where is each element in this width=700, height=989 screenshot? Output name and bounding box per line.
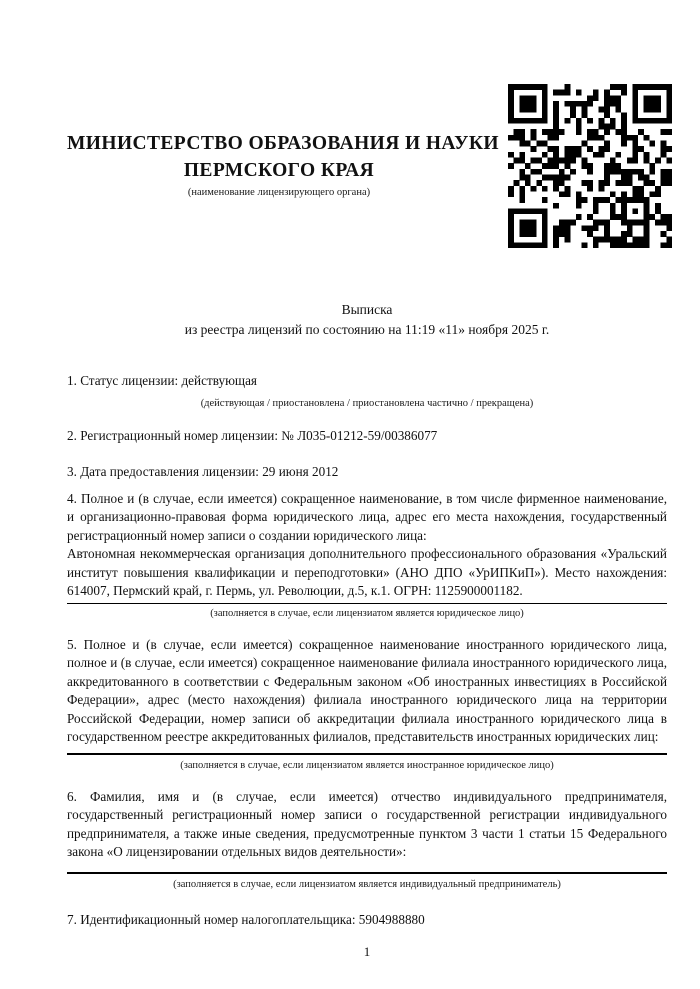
document-body [67,300,667,960]
item-5-fill-line [67,753,667,755]
ministry-name-line1: МИНИСТЕРСТВО ОБРАЗОВАНИЯ И НАУКИ [67,133,499,154]
licensing-authority-caption: (наименование лицензирующего органа) [187,187,371,198]
item-4-caption: (заполняется в случае, если лицензиатом является юридическое лицо) [210,607,524,619]
item-6-caption: (заполняется в случае, если лицензиатом является индивидуальный предприниматель) [173,878,561,890]
item-4-legal-entity-label: 4. Полное и (в случае, если имеется) сокращенное наименование, в том числе фирменное наименование, и организационно-правовая форма юридического лица, адрес его места нахождения, государственный регистрационный номер записи о создании юридического лица: [67,490,667,543]
extract-date-line: из реестра лицензий по состоянию на 11:19 «11» ноября 2025 г. [184,322,550,337]
item-1-license-status: 1. Статус лицензии: действующая [67,373,258,388]
item-3-grant-date: 3. Дата предоставления лицензии: 29 июня 2012 [67,464,339,479]
item-6-fill-line [67,872,667,874]
page-number: 1 [363,944,371,959]
item-4-fill-line [67,603,667,604]
item-2-registration-number: 2. Регистрационный номер лицензии: № Л035-01212-59/00386077 [67,427,438,443]
item-4-legal-entity-value: Автономная некоммерческая организация дополнительного профессионального образования «Уральский институт повышения квалификации и переподготовки» (АНО ДПО «УрИПКиП»). Место нахождения: 614007, Пермский край, г. Пермь, ул. Революции, д.5, к.1. ОГРН: 1125900001182. [67,546,667,598]
document-content [67,0,667,989]
item-1-caption: (действующая / приостановлена / приостановлена частично / прекращена) [200,397,534,409]
item-6-entrepreneur-label: 6. Фамилия, имя и (в случае, если имеется) отчество индивидуального предпринимателя, государственный регистрационный номер записи о государственной регистрации индивидуального предпринимателя, а также иные сведения, предусмотренные пунктом 3 части 1 статьи 15 Федерального закона «О лицензировании отдельных видов деятельности»: [67,788,667,859]
item-5-foreign-entity-label: 5. Полное и (в случае, если имеется) сокращенное наименование иностранного юридического лица, полное и (в случае, если имеется) сокращенное наименование филиала иностранного юридического лица, аккредитованного в соответствии с Федеральным законом «Об иностранных инвестициях в Российской Федерации», адрес (место нахождения) филиала иностранного юридического лица на территории Российской Федерации, номер записи об аккредитации филиала иностранного юридического лица в государственном реестре аккредитованных филиалов, представительств иностранных юридических лиц: [67,636,667,744]
licensing-authority-header [67,130,499,200]
item-7-taxpayer-number: 7. Идентификационный номер налогоплательщика: 5904988880 [67,911,425,927]
qr-code-icon [508,84,672,248]
extract-title-block [67,300,667,340]
extract-title: Выписка [341,302,393,317]
item-5-caption: (заполняется в случае, если лицензиатом является иностранное юридическое лицо) [180,759,554,771]
ministry-name-line2: ПЕРМСКОГО КРАЯ [183,160,375,181]
